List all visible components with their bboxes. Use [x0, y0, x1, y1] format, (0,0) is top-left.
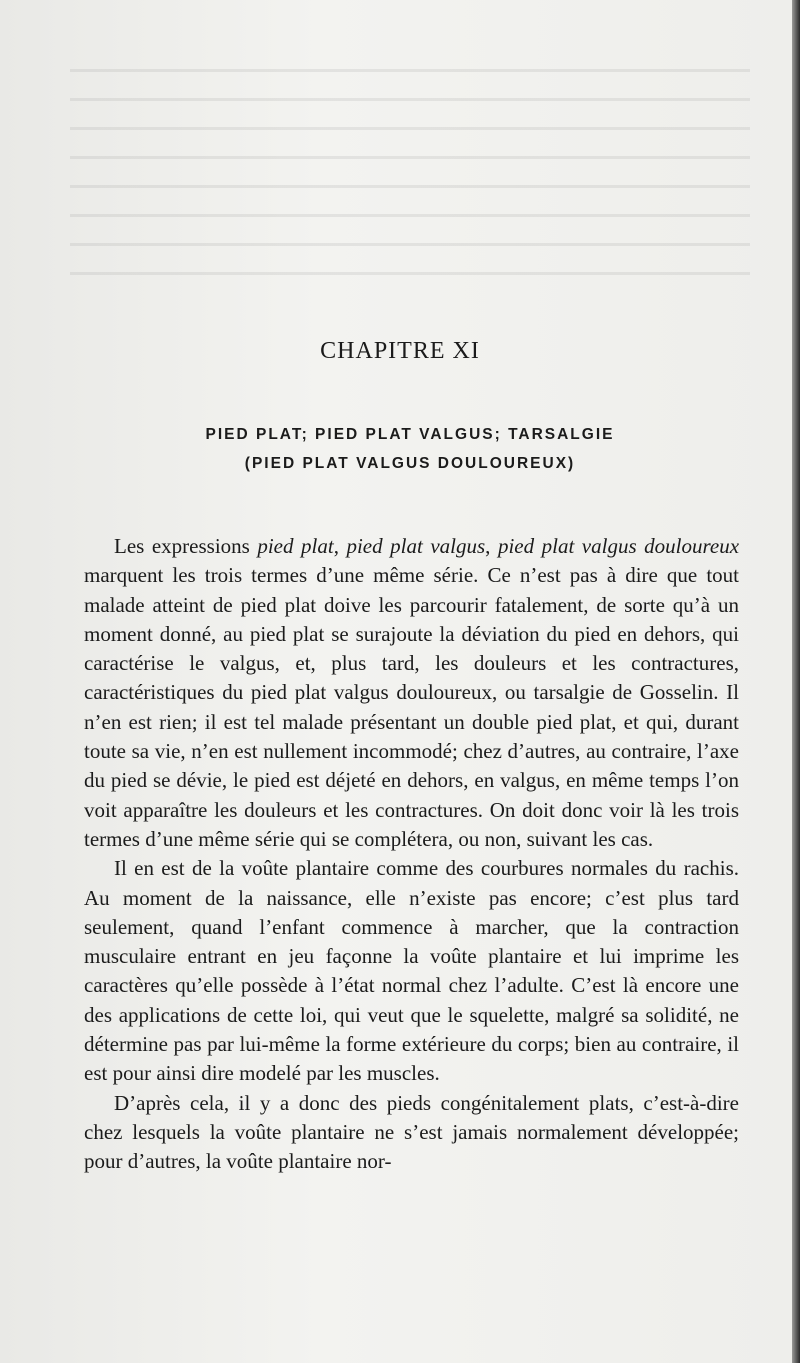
p1-italic-1: pied plat	[257, 534, 334, 558]
p1-italic-2: pied plat valgus	[346, 534, 486, 558]
p1-text-4: marquent les trois termes d’une même série. Ce n’est pas à dire que tout malade atteint de pied plat doive les parcourir fatalement, de sorte qu’à un moment donné, au pied plat se surajoute la déviation du pied en dehors, qui caractérise le valgus, et, plus tard, les douleurs et les contractures, caractéristiques du pied plat valgus douloureux, ou tarsalgie de Gosselin. Il n’en est rien; il est tel malade présentant un double pied plat, et qui, durant toute sa vie, n’en est nullement incommodé; chez d’autres, au contraire, l’axe du pied se dévie, le pied est déjeté en dehors, en valgus, en même temps l’on voit apparaître les douleurs et les contractures. On doit donc voir là les trois termes d’une même série qui se complétera, ou non, suivant les cas.	[84, 563, 739, 851]
paragraph-2: Il en est de la voûte plantaire comme des courbures normales du rachis. Au moment de la naissance, elle n’existe pas encore; c’est plus tard seulement, quand l’enfant commence à marcher, que la contraction musculaire entrant en jeu façonne la voûte plantaire et lui imprime les caractères qu’elle possède à l’état normal chez l’adulte. C’est là encore une des applications de cette loi, qui veut que le squelette, malgré sa solidité, ne détermine pas par lui-même la forme extérieure du corps; bien au contraire, il est pour ainsi dire modelé par les muscles.	[84, 856, 739, 1086]
body-text	[84, 532, 739, 1177]
chapter-title: CHAPITRE XI	[320, 338, 480, 364]
p1-italic-3: pied plat valgus douloureux	[497, 534, 740, 558]
p1-text-3: ,	[485, 534, 498, 558]
chapter-subtitle-line-2: (PIED PLAT VALGUS DOULOUREUX)	[244, 455, 576, 472]
paragraph-3: D’après cela, il y a donc des pieds congénitalement plats, c’est-à-dire chez lesquels la voûte plantaire ne s’est jamais normalement développée; pour d’autres, la voûte plantaire nor-	[84, 1090, 739, 1174]
bleed-through-text	[70, 55, 750, 295]
page-edge-shadow	[792, 0, 800, 1363]
paragraph-1	[84, 532, 739, 854]
p1-text-1: Les expressions	[114, 534, 258, 558]
chapter-subtitle-line-1: PIED PLAT; PIED PLAT VALGUS; TARSALGIE	[205, 426, 615, 443]
p1-text-2: ,	[333, 534, 347, 558]
